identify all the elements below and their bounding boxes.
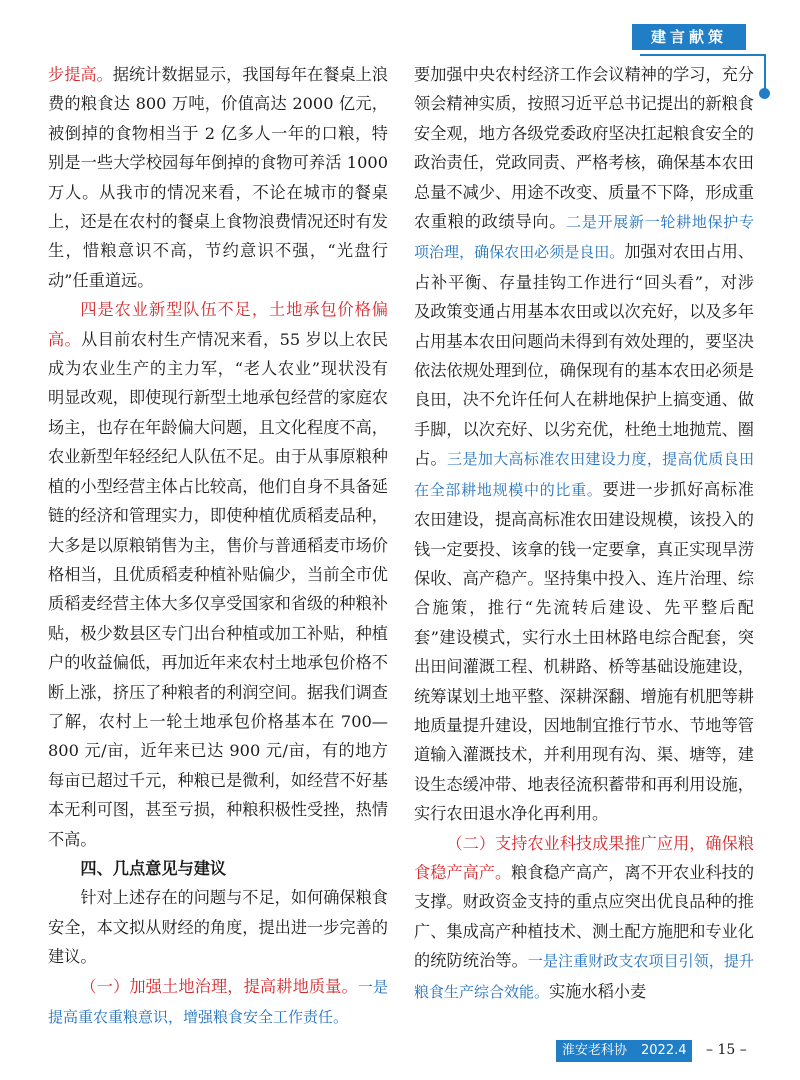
body-text: 据统计数据显示，我国每年在餐桌上浪费的粮食达 800 万吨，价值高达 2000 亿元，被倒掉的食物相当于 2 亿多人一年的口粮，特别是一些大学校园每年倒掉的食物可养活 1000 万人。从我市的情况来看，不论在城市的餐桌上，还是在农村的餐桌上食物浪费情况还时有发生，惜粮意识不高，节约意识不强，“光盘行动”任重道远。 xyxy=(48,65,389,290)
paragraph xyxy=(48,972,388,1033)
paragraph xyxy=(48,295,388,854)
blue-highlight: 三是加大高标准农田建设力度，提高优质良田在全部耕地规模中的比重。 xyxy=(414,450,754,499)
journal-name: 淮安老科协 xyxy=(562,1043,628,1058)
red-highlight: 四是农业新型队伍不足，土地承包价格偏高。 xyxy=(48,300,388,349)
red-highlight: （一）加强土地治理，提高耕地质量。 xyxy=(80,976,358,996)
tag-divider-horizontal xyxy=(640,54,766,56)
red-highlight: （二）支持农业科技成果推广应用，确保粮食稳产高产。 xyxy=(414,833,754,882)
tag-divider-vertical xyxy=(764,54,766,90)
body-text: 要加强中央农村经济工作会议精神的学习，充分领会精神实质，按照习近平总书记提出的新粮食安全观，地方各级党委政府坚决扛起粮食安全的政治责任，党政同责、严格考核，确保基本农田总量不减少、用途不改变、质量不下降，形成重农重粮的政绩导向。 xyxy=(414,65,754,232)
paragraph xyxy=(48,60,388,295)
blue-highlight: 二是开展新一轮耕地保护专项治理，确保农田必须是良田。 xyxy=(414,213,754,262)
journal-footer-badge xyxy=(556,1040,692,1062)
body-text: 要进一步抓好高标准农田建设，提高高标准农田建设规模，该投入的钱一定要投、该拿的钱一定要拿，真正实现旱涝保收、高产稳产。坚持集中投入、连片治理、综合施策，推行“先流转后建设、先平整后配套”建设模式，实行水土田林路电综合配套，突出田间灌溉工程、机耕路、桥等基础设施建设，统筹谋划土地平整、深耕深翻、增施有机肥等耕地质量提升建设，因地制宜推行节水、节地等管道输入灌溉技术，并利用现有沟、渠、塘等，建设生态缓冲带、地表径流积蓄带和再利用设施，实行农田退水净化再利用。 xyxy=(414,479,754,824)
paragraph: 针对上述存在的问题与不足，如何确保粮食安全，本文拟从财经的角度，提出进一步完善的建议。 xyxy=(48,888,388,967)
right-column xyxy=(414,60,754,1007)
paragraph xyxy=(414,60,754,829)
body-text: 实施水稻小麦 xyxy=(549,981,647,1001)
body-text: 加强对农田占用、占补平衡、存量挂钩工作进行“回头看”，对涉及政策变通占用基本农田或以次充好，以及多年占用基本农田问题尚未得到有效处理的，要坚决依法依规处理到位，确保现有的基本农田必须是良田，决不允许任何人在耕地保护上搞变通、做手脚，以次充好、以劣充优，杜绝土地抛荒、圈占。 xyxy=(414,242,754,469)
page-number: – 15 – xyxy=(706,1042,747,1058)
paragraph xyxy=(414,829,754,1007)
body-text: 从目前农村生产情况来看，55 岁以上农民成为农业生产的主力军，“老人农业”现状没有明显改观，即使现行新型土地承包经营的家庭农场主，也存在年龄偏大问题，且文化程度不高，农业新型年轻经纪人队伍不足。由于从事原粮种植的小型经营主体占比较高，他们自身不具备延链的经济和管理实力，即使种植优质稻麦品种，大多是以原粮销售为主，售价与普通稻麦市场价格相当，且优质稻麦种植补贴偏少，当前全市优质稻麦经营主体大多仅享受国家和省级的种粮补贴，极少数县区专门出台种植或加工补贴，种植户的收益偏低，再加近年来农村土地承包价格不断上涨，挤压了种粮者的利润空间。据我们调查了解，农村上一轮土地承包价格基本在 700—800 元/亩，近年来已达 900 元/亩，有的地方每亩已超过千元，种粮已是微利，如经营不好基本无利可图，甚至亏损，种粮积极性受挫，热情不高。 xyxy=(48,329,389,849)
section-heading: 四、几点意见与建议 xyxy=(80,858,227,878)
section-tag: 建言献策 xyxy=(632,24,746,50)
tag-dot-ornament xyxy=(759,88,770,99)
blue-highlight: 一是提高重农重粮意识，增强粮食安全工作责任。 xyxy=(48,977,388,1026)
red-highlight: 步提高。 xyxy=(48,65,113,84)
blue-highlight: 一是注重财政支农项目引领，提升粮食生产综合效能。 xyxy=(414,952,754,1001)
left-column xyxy=(48,60,388,1032)
issue-number: 2022.4 xyxy=(641,1043,687,1058)
body-text: 粮食稳产高产，离不开农业科技的支撑。财政资金支持的重点应突出优良品种的推广、集成高产种植技术、测土配方施肥和专业化的统防统治等。 xyxy=(414,862,755,971)
